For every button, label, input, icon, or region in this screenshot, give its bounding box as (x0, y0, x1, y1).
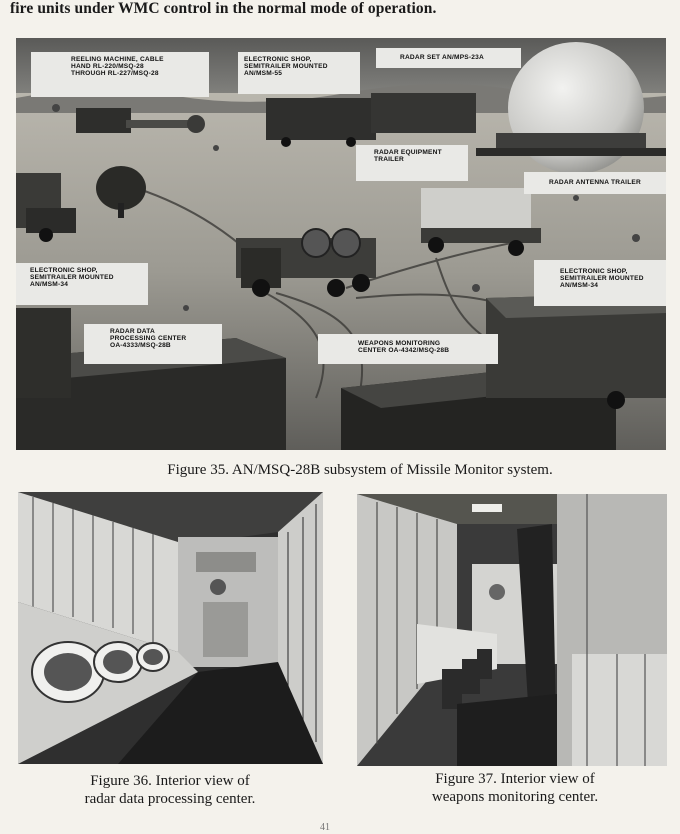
label-text-line: RADAR DATA (110, 328, 155, 335)
label-electronic-shop-msm55 (238, 52, 360, 94)
label-radar-antenna-trailer (524, 172, 666, 194)
intro-text: fire units under WMC control in the normal mode of operation. (10, 0, 437, 17)
label-weapons-monitoring-center (318, 334, 498, 364)
caption-line: weapons monitoring center. (431, 789, 599, 805)
figure-35-caption: Figure 35. AN/MSQ-28B subsystem of Missile Monitor system. (167, 462, 553, 478)
label-text-line: OA-4333/MSQ-28B (110, 342, 171, 350)
label-text-line: AN/MSM-34 (560, 282, 599, 290)
label-text-line: ELECTRONIC SHOP, (244, 56, 312, 63)
label-text-line: TRAILER (374, 156, 404, 164)
label-electronic-shop-left (16, 263, 148, 305)
label-text-line: AN/MSM-55 (244, 70, 283, 78)
label-text-line: REELING MACHINE, CABLE (71, 56, 164, 63)
label-radar-set (376, 48, 521, 68)
figure-36-caption (30, 772, 310, 808)
label-text-line: THROUGH RL-227/MSQ-28 (71, 70, 159, 78)
label-text-line: AN/MSM-34 (30, 281, 69, 289)
figure-35-illustration (16, 38, 666, 450)
caption-line: Figure 37. Interior view of (435, 771, 595, 787)
figure-37-photo (357, 494, 667, 766)
caption-line: radar data processing center. (84, 791, 256, 807)
figure-36-drawing (18, 492, 323, 764)
label-text-line: WEAPONS MONITORING (358, 340, 441, 347)
label-reeling-machine (31, 52, 209, 97)
caption-line: Figure 36. Interior view of (90, 773, 250, 789)
label-text-line: SEMITRAILER MOUNTED (560, 275, 644, 283)
figure-35-drawing (16, 38, 666, 450)
label-text-line: RADAR ANTENNA TRAILER (549, 179, 641, 186)
label-radar-data-processing-center (84, 324, 222, 364)
label-text-line: CENTER OA-4342/MSQ-28B (358, 347, 450, 355)
figure-36-photo (18, 492, 323, 764)
figure-37-drawing (357, 494, 667, 766)
label-text-line: ELECTRONIC SHOP, (30, 267, 98, 274)
label-electronic-shop-right (534, 260, 666, 306)
label-text-line: SEMITRAILER MOUNTED (30, 274, 114, 282)
label-text-line: RADAR EQUIPMENT (374, 149, 442, 156)
label-text-line: RADAR SET AN/MPS-23A (400, 54, 484, 61)
label-radar-equipment-trailer (356, 145, 468, 181)
label-text-line: SEMITRAILER MOUNTED (244, 63, 328, 71)
label-text-line: HAND RL-220/MSQ-28 (71, 63, 144, 71)
label-text-line: ELECTRONIC SHOP, (560, 268, 628, 275)
figure-37-caption (365, 770, 665, 806)
page-number: 41 (320, 822, 330, 833)
label-text-line: PROCESSING CENTER (110, 335, 187, 343)
